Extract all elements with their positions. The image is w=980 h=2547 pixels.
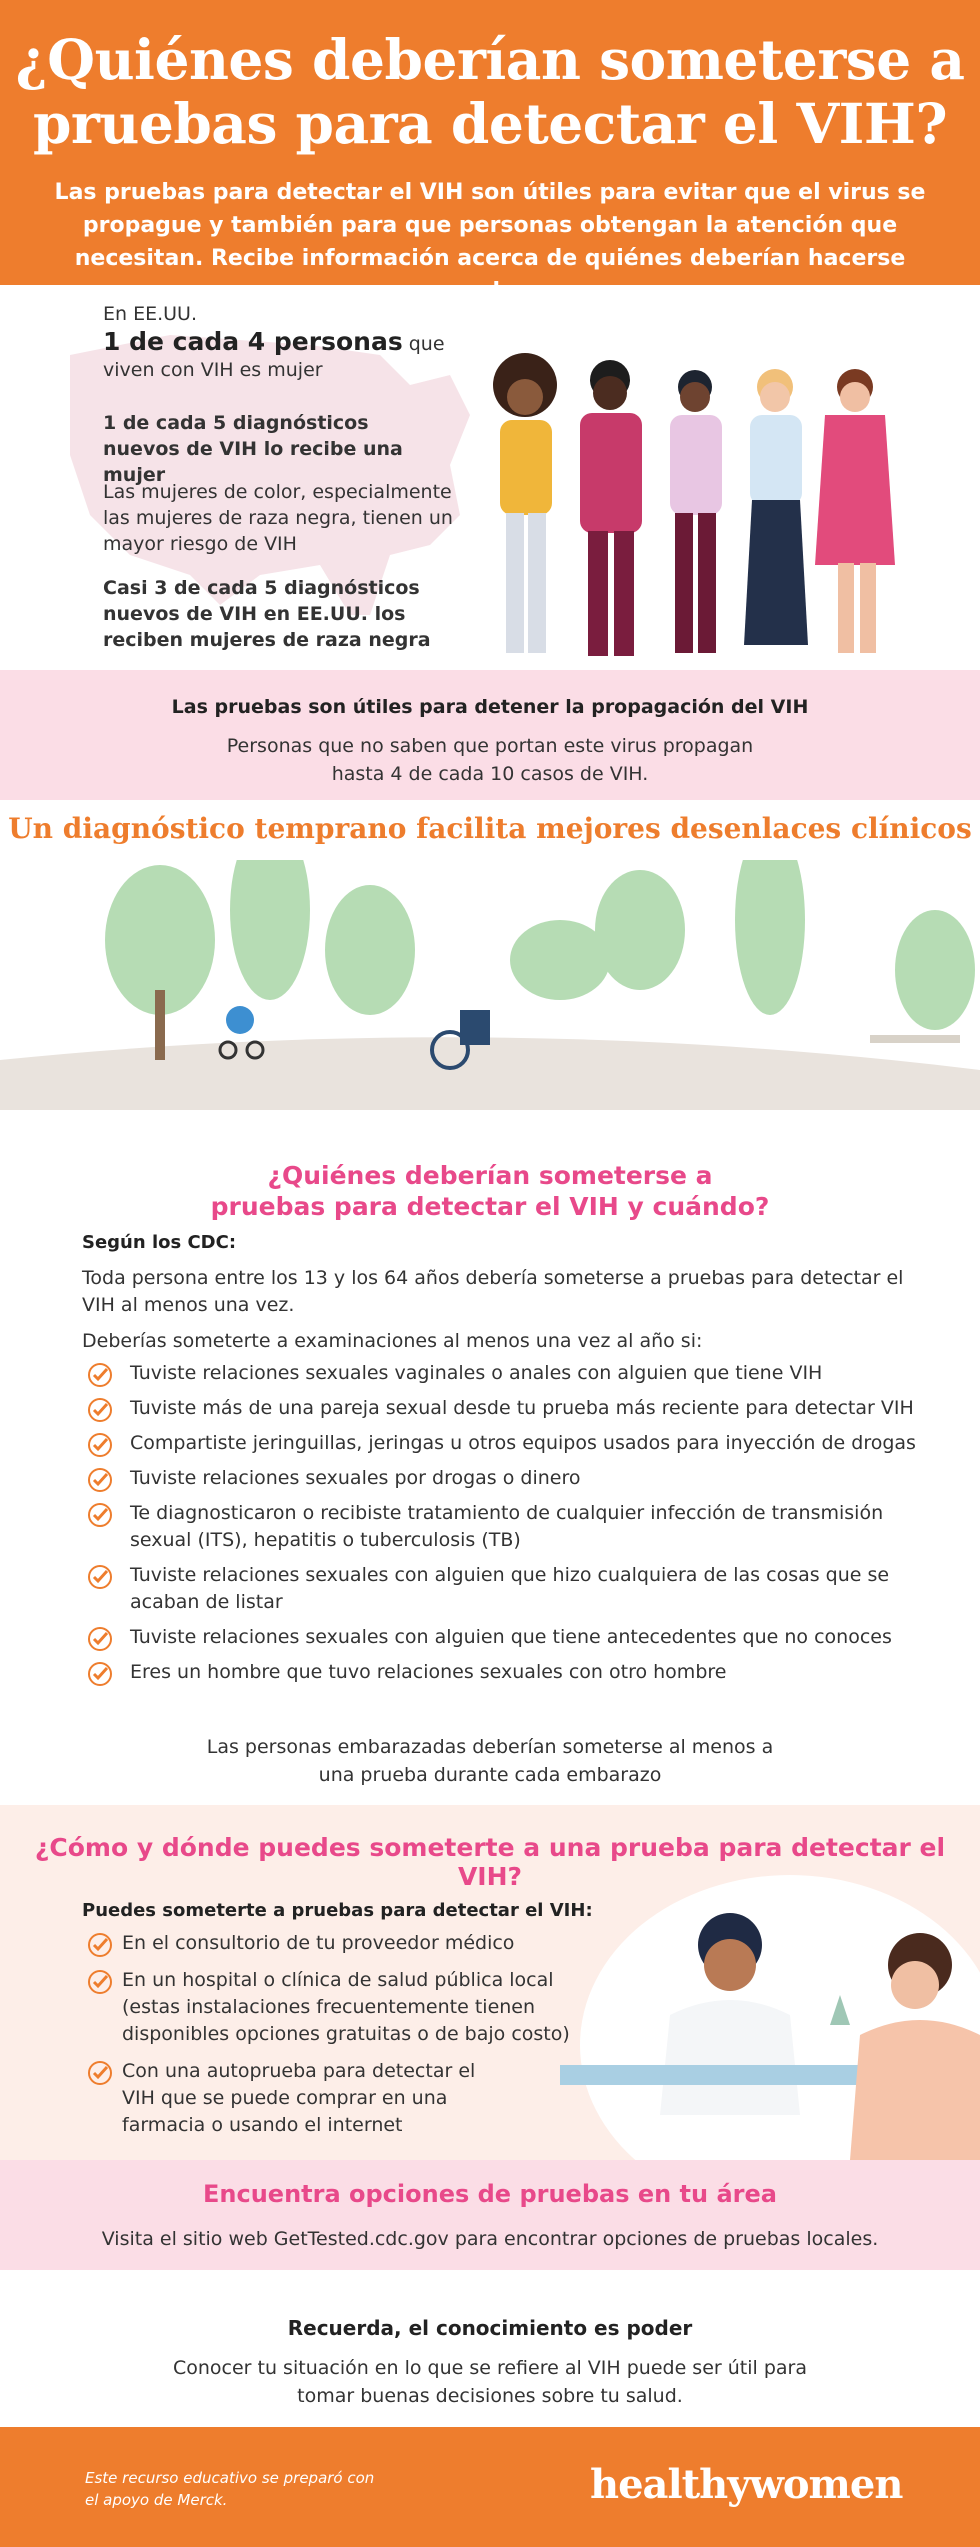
spread-banner — [0, 670, 980, 800]
risk-text: Tuviste relaciones sexuales por drogas o dinero — [130, 1467, 581, 1489]
list-item — [88, 1500, 948, 1554]
spread-heading: Las pruebas son útiles para detener la propagación del VIH — [171, 696, 809, 718]
park-scene-illustration — [0, 860, 980, 1110]
check-icon — [88, 1433, 112, 1457]
location-text: Con una autoprueba para detectar el VIH que se puede comprar en una farmacia o usando el internet — [122, 2060, 476, 2136]
women-group-illustration — [470, 335, 920, 670]
early-diagnosis-title: Un diagnóstico temprano facilita mejores desenlaces clínicos — [8, 812, 972, 845]
risk-text: Tuviste relaciones sexuales vaginales o anales con alguien que tiene VIH — [130, 1362, 823, 1384]
list-item — [88, 2058, 588, 2139]
stat1-text: que viven con VIH es mujer — [103, 333, 445, 381]
risk-text: Tuviste relaciones sexuales con alguien que hizo cualquiera de las cosas que se acaban de listar — [130, 1564, 890, 1613]
find-body: Visita el sitio web GetTested.cdc.gov para encontrar opciones de pruebas locales. — [101, 2228, 879, 2250]
find-heading: Encuentra opciones de pruebas en tu área — [203, 2180, 777, 2208]
who-title — [0, 1160, 980, 1222]
page-subtitle: Las pruebas para detectar el VIH son útiles para evitar que el virus se propague y también para que personas obtengan la atención que necesitan. Recibe información acerca de quiénes deberían hacerse pruebas. — [54, 180, 926, 304]
check-icon — [88, 1627, 112, 1651]
find-options-banner — [0, 2160, 980, 2270]
risk-text: Compartiste jeringuillas, jeringas u otros equipos usados para inyección de drogas — [130, 1432, 916, 1454]
stat-women-of-color-risk: Las mujeres de color, especialmente las mujeres de raza negra, tienen un mayor riesgo de VIH — [103, 481, 453, 555]
stat1-highlight: 1 de cada 4 personas — [103, 327, 403, 356]
list-item — [88, 1624, 948, 1651]
location-text: En un hospital o clínica de salud pública local (estas instalaciones frecuentemente tienen disponibles opciones gratuitas o de bajo costo) — [122, 1969, 570, 2045]
pregnancy-text: Las personas embarazadas deberían someterse al menos a una prueba durante cada embarazo — [206, 1736, 774, 1786]
check-icon — [88, 2061, 112, 2085]
page-title: ¿Quiénes deberían someterse a pruebas para detectar el VIH? — [15, 27, 965, 156]
check-icon — [88, 1398, 112, 1422]
risk-text: Tuviste más de una pareja sexual desde tu prueba más reciente para detectar VIH — [130, 1397, 914, 1419]
risk-text: Eres un hombre que tuvo relaciones sexuales con otro hombre — [130, 1661, 727, 1683]
stats-section — [0, 285, 980, 670]
testing-locations-list — [88, 1930, 588, 2149]
risk-checklist — [88, 1360, 948, 1694]
header-banner — [0, 0, 980, 304]
check-icon — [88, 1503, 112, 1527]
list-item — [88, 1562, 948, 1616]
list-item — [88, 1465, 948, 1492]
remember-heading: Recuerda, el conocimiento es poder — [287, 2316, 693, 2340]
risk-text: Tuviste relaciones sexuales con alguien que tiene antecedentes que no conoces — [130, 1626, 892, 1648]
how-where-section — [0, 1805, 980, 2160]
list-item — [88, 1395, 948, 1422]
stat-new-diagnoses-women: 1 de cada 5 diagnósticos nuevos de VIH lo recibe una mujer — [103, 412, 403, 486]
doctor-patient-illustration — [520, 1855, 980, 2160]
risk-text: Te diagnosticaron o recibiste tratamiento de cualquier infección de transmisión sexual (ITS), hepatitis o tuberculosis (TB) — [130, 1502, 884, 1551]
how-label: Puedes someterte a pruebas para detectar el VIH: — [82, 1900, 593, 1921]
healthywomen-logo: healthywomen — [590, 2461, 903, 2508]
footer-credit: Este recurso educativo se preparó con el apoyo de Merck. — [85, 2469, 375, 2509]
cdc-label: Según los CDC: — [82, 1232, 237, 1253]
how-title: ¿Cómo y dónde puedes someterte a una prueba para detectar el VIH? — [34, 1833, 946, 1891]
location-text: En el consultorio de tu proveedor médico — [122, 1932, 515, 1954]
spread-body: Personas que no saben que portan este virus propagan hasta 4 de cada 10 casos de VIH. — [226, 735, 754, 785]
stat-region: En EE.UU. — [103, 303, 197, 325]
stat-women-living-with-hiv — [103, 329, 473, 383]
pregnancy-note — [0, 1733, 980, 1789]
check-icon — [88, 1662, 112, 1686]
check-icon — [88, 1970, 112, 1994]
list-item — [88, 1659, 948, 1686]
check-icon — [88, 1363, 112, 1387]
list-item — [88, 1930, 588, 1957]
remember-section — [0, 2316, 980, 2410]
list-item — [88, 1360, 948, 1387]
check-icon — [88, 1468, 112, 1492]
footer — [0, 2427, 980, 2547]
list-item — [88, 1967, 588, 2048]
check-icon — [88, 1933, 112, 1957]
annual-intro: Deberías someterte a examinaciones al menos una vez al año si: — [82, 1330, 703, 1352]
who-title-text: ¿Quiénes deberían someterse a pruebas para detectar el VIH y cuándo? — [210, 1161, 770, 1221]
check-icon — [88, 1565, 112, 1589]
stat-black-women-diagnoses: Casi 3 de cada 5 diagnósticos nuevos de VIH en EE.UU. los reciben mujeres de raza negra — [103, 577, 431, 651]
remember-body: Conocer tu situación en lo que se refiere al VIH puede ser útil para tomar buenas decisiones sobre tu salud. — [172, 2357, 807, 2407]
cdc-text: Toda persona entre los 13 y los 64 años debería someterse a pruebas para detectar el VIH al menos una vez. — [82, 1267, 904, 1316]
list-item — [88, 1430, 948, 1457]
